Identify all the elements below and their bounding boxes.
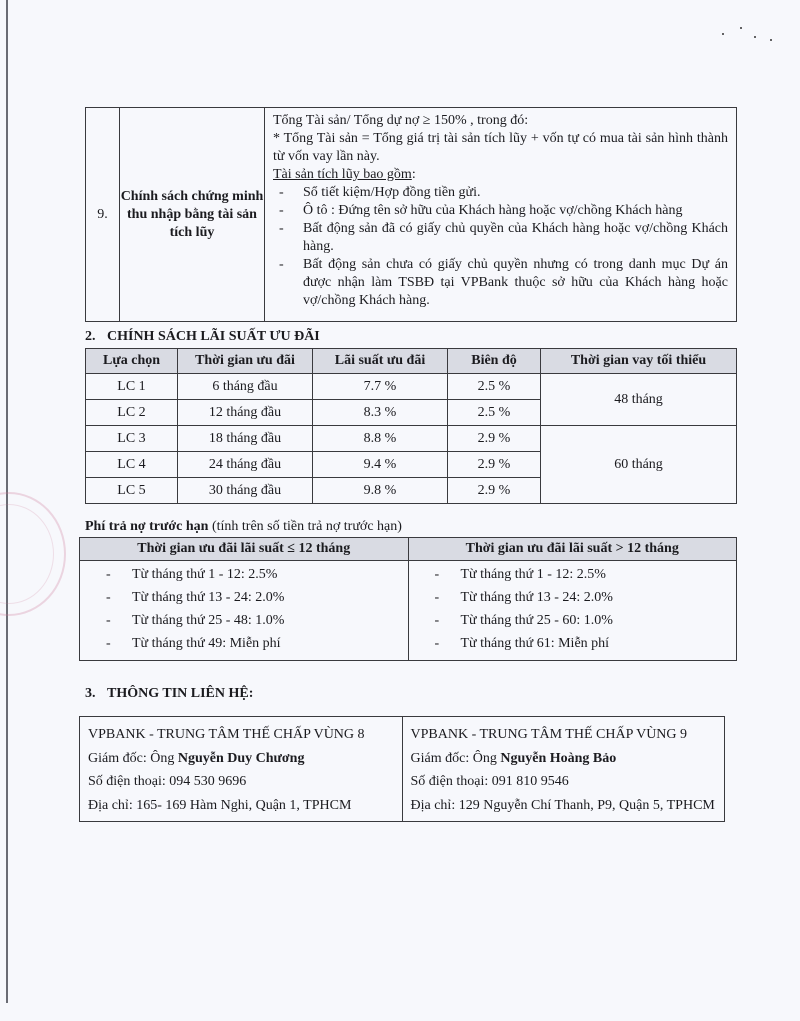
period-cell: 18 tháng đầu — [178, 426, 313, 452]
assets-heading-suffix: : — [411, 167, 416, 182]
assets-heading: Tài sản tích lũy bao gồm — [273, 167, 412, 182]
list-item: - Từ tháng thứ 25 - 60: 1.0% — [409, 610, 737, 633]
option-cell: LC 1 — [86, 374, 178, 400]
margin-cell: 2.9 % — [448, 452, 541, 478]
rate-cell: 9.4 % — [313, 452, 448, 478]
phone: Số điện thoại: 091 810 9546 — [410, 774, 569, 789]
prepayment-fee-table — [79, 537, 737, 661]
table-row — [86, 426, 737, 452]
address: Địa chỉ: 129 Nguyễn Chí Thanh, P9, Quận 5, TPHCM — [410, 797, 715, 813]
section-number: 2. — [85, 329, 96, 344]
column-header: Biên độ — [448, 349, 541, 374]
address: Địa chỉ: 165- 169 Hàm Nghi, Quận 1, TPHCM — [88, 797, 352, 813]
table-row — [80, 717, 725, 822]
option-cell: LC 5 — [86, 478, 178, 504]
row-number: 9. — [86, 108, 120, 322]
fee-list — [409, 564, 737, 656]
interest-rate-table — [85, 348, 737, 504]
period-cell: 24 tháng đầu — [178, 452, 313, 478]
column-header: Thời gian ưu đãi lãi suất ≤ 12 tháng — [80, 538, 409, 561]
column-header: Thời gian vay tối thiểu — [541, 349, 737, 374]
criteria-title: Chính sách chứng minh thu nhập bằng tài sản tích lũy — [120, 108, 265, 322]
contact-card — [80, 717, 403, 822]
list-item: - Từ tháng thứ 13 - 24: 2.0% — [80, 587, 408, 610]
column-header: Thời gian ưu đãi lãi suất > 12 tháng — [408, 538, 737, 561]
definition-text: * Tổng Tài sản = Tổng giá trị tài sản tích lũy + vốn tự có mua tài sản hình thành từ vốn vay lần này. — [273, 131, 728, 164]
option-cell: LC 3 — [86, 426, 178, 452]
prepayment-note: (tính trên số tiền trả nợ trước hạn) — [208, 519, 402, 534]
assets-heading-line — [273, 166, 728, 184]
faded-stamp — [0, 492, 66, 616]
list-item: - Từ tháng thứ 1 - 12: 2.5% — [80, 564, 408, 587]
director-name: Nguyễn Duy Chương — [177, 750, 305, 766]
director-name: Nguyễn Hoàng Bảo — [500, 750, 617, 766]
column-header: Lựa chọn — [86, 349, 178, 374]
option-cell: LC 2 — [86, 400, 178, 426]
director-label: Giám đốc: Ông — [88, 750, 178, 766]
contact-table — [79, 716, 725, 822]
min-term-cell: 60 tháng — [541, 426, 737, 504]
column-header: Thời gian ưu đãi — [178, 349, 313, 374]
table-header-row — [86, 349, 737, 374]
list-item: - Từ tháng thứ 25 - 48: 1.0% — [80, 610, 408, 633]
criteria-table — [85, 107, 737, 322]
table-row — [80, 561, 737, 661]
rate-cell: 7.7 % — [313, 374, 448, 400]
list-item: - Bất động sản đã có giấy chủ quyền của Khách hàng hoặc vợ/chồng Khách hàng. — [273, 220, 728, 256]
list-item: - Từ tháng thứ 1 - 12: 2.5% — [409, 564, 737, 587]
section-3-heading — [85, 686, 253, 702]
table-row — [86, 374, 737, 400]
rate-cell: 8.8 % — [313, 426, 448, 452]
column-header: Lãi suất ưu đãi — [313, 349, 448, 374]
assets-list — [273, 184, 728, 310]
period-cell: 6 tháng đầu — [178, 374, 313, 400]
director-label: Giám đốc: Ông — [410, 750, 501, 766]
period-cell: 30 tháng đầu — [178, 478, 313, 504]
section-number: 3. — [85, 686, 96, 701]
prepayment-title: Phí trả nợ trước hạn — [85, 519, 209, 534]
margin-cell: 2.5 % — [448, 374, 541, 400]
min-term-cell: 48 tháng — [541, 374, 737, 426]
list-item: - Sổ tiết kiệm/Hợp đồng tiền gửi. — [273, 184, 728, 202]
director-line — [88, 747, 396, 771]
option-cell: LC 4 — [86, 452, 178, 478]
rate-cell: 8.3 % — [313, 400, 448, 426]
prepayment-heading — [85, 519, 402, 535]
phone: Số điện thoại: 094 530 9696 — [88, 774, 247, 789]
section-2-heading — [85, 329, 320, 345]
director-line — [411, 747, 719, 771]
list-item: - Ô tô : Đứng tên sở hữu của Khách hàng hoặc vợ/chồng Khách hàng — [273, 202, 728, 220]
margin-cell: 2.9 % — [448, 478, 541, 504]
section-title: CHÍNH SÁCH LÃI SUẤT ƯU ĐÃI — [107, 329, 320, 344]
scan-specks — [720, 24, 790, 44]
list-item: - Từ tháng thứ 61: Miễn phí — [409, 633, 737, 656]
fee-list — [80, 564, 408, 656]
section-title: THÔNG TIN LIÊN HỆ: — [107, 686, 254, 701]
list-item: - Từ tháng thứ 13 - 24: 2.0% — [409, 587, 737, 610]
list-item: - Từ tháng thứ 49: Miễn phí — [80, 633, 408, 656]
fee-column-short — [80, 561, 409, 661]
list-item: - Bất động sản chưa có giấy chủ quyền nhưng có trong danh mục Dự án được nhận làm TSBĐ tại VPBank thuộc sở hữu của Khách hàng hoặc vợ/chồng Khách hàng. — [273, 256, 728, 310]
rate-cell: 9.8 % — [313, 478, 448, 504]
contact-card — [402, 717, 725, 822]
condition-text: Tổng Tài sản/ Tổng dự nợ ≥ 150% , trong đó: — [273, 113, 529, 128]
period-cell: 12 tháng đầu — [178, 400, 313, 426]
center-name: VPBANK - TRUNG TÂM THẾ CHẤP VÙNG 9 — [410, 727, 688, 742]
fee-column-long — [408, 561, 737, 661]
criteria-details — [265, 108, 737, 322]
center-name: VPBANK - TRUNG TÂM THẾ CHẤP VÙNG 8 — [88, 727, 365, 742]
margin-cell: 2.5 % — [448, 400, 541, 426]
table-row — [86, 108, 737, 322]
table-header-row — [80, 538, 737, 561]
margin-cell: 2.9 % — [448, 426, 541, 452]
